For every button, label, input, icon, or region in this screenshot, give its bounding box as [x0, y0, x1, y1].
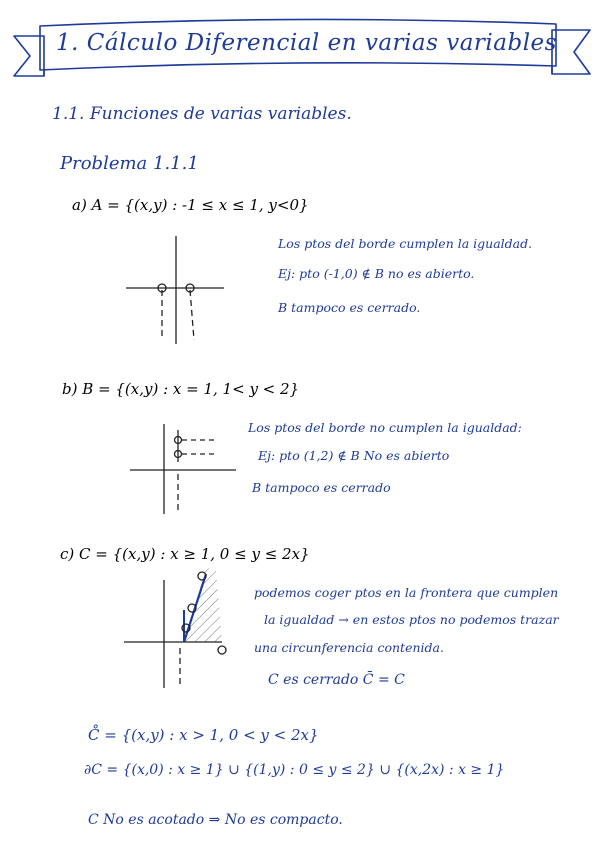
item-c-note-4: C es cerrado C̄ = C — [268, 672, 405, 688]
section-title: 1.1. Funciones de varias variables. — [52, 104, 352, 124]
item-a-note-1: Los ptos del borde cumplen la igualdad. — [278, 236, 533, 251]
item-c-note-1: podemos coger ptos en la frontera que cumplen — [254, 585, 559, 600]
interior-set: C̊ = {(x,y) : x > 1, 0 < y < 2x} — [88, 726, 319, 744]
item-b-note-3: B tampoco es cerrado — [252, 480, 391, 495]
item-c-note-3: una circunferencia contenida. — [254, 640, 444, 655]
item-a — [72, 196, 309, 214]
problem-title: Problema 1.1.1 — [60, 153, 199, 174]
item-b-note-1: Los ptos del borde no cumplen la igualdad: — [248, 420, 522, 435]
item-b-sketch — [124, 418, 244, 518]
item-b-definition: B = {(x,y) : x = 1, 1< y < 2} — [82, 380, 300, 398]
boundary-set: ∂C = {(x,0) : x ≥ 1} ∪ {(1,y) : 0 ≤ y ≤ 2} ∪ {(x,2x) : x ≥ 1} — [84, 762, 505, 778]
item-b — [62, 380, 299, 398]
compactness-conclusion: C No es acotado ⇒ No es compacto. — [88, 812, 343, 828]
item-a-label: a) — [72, 196, 87, 214]
item-b-label: b) — [62, 380, 78, 398]
item-b-note-2: Ej: pto (1,2) ∉ B No es abierto — [258, 448, 450, 463]
item-c-sketch — [118, 560, 238, 692]
item-a-right-boundary — [190, 290, 194, 340]
item-c-definition: C = {(x,y) : x ≥ 1, 0 ≤ y ≤ 2x} — [79, 545, 310, 563]
item-a-definition: A = {(x,y) : -1 ≤ x ≤ 1, y<0} — [91, 196, 309, 214]
chapter-title: 1. Cálculo Diferencial en varias variables — [56, 30, 557, 56]
item-c-note-2: la igualdad → en estos ptos no podemos trazar — [264, 612, 559, 627]
item-a-note-3: B tampoco es cerrado. — [278, 300, 421, 315]
item-a-note-2: Ej: pto (-1,0) ∉ B no es abierto. — [278, 266, 475, 281]
banner-right-tail — [552, 30, 590, 74]
item-a-sketch — [120, 228, 230, 348]
item-c-point-right — [218, 646, 226, 654]
item-c-label: c) — [60, 545, 75, 563]
